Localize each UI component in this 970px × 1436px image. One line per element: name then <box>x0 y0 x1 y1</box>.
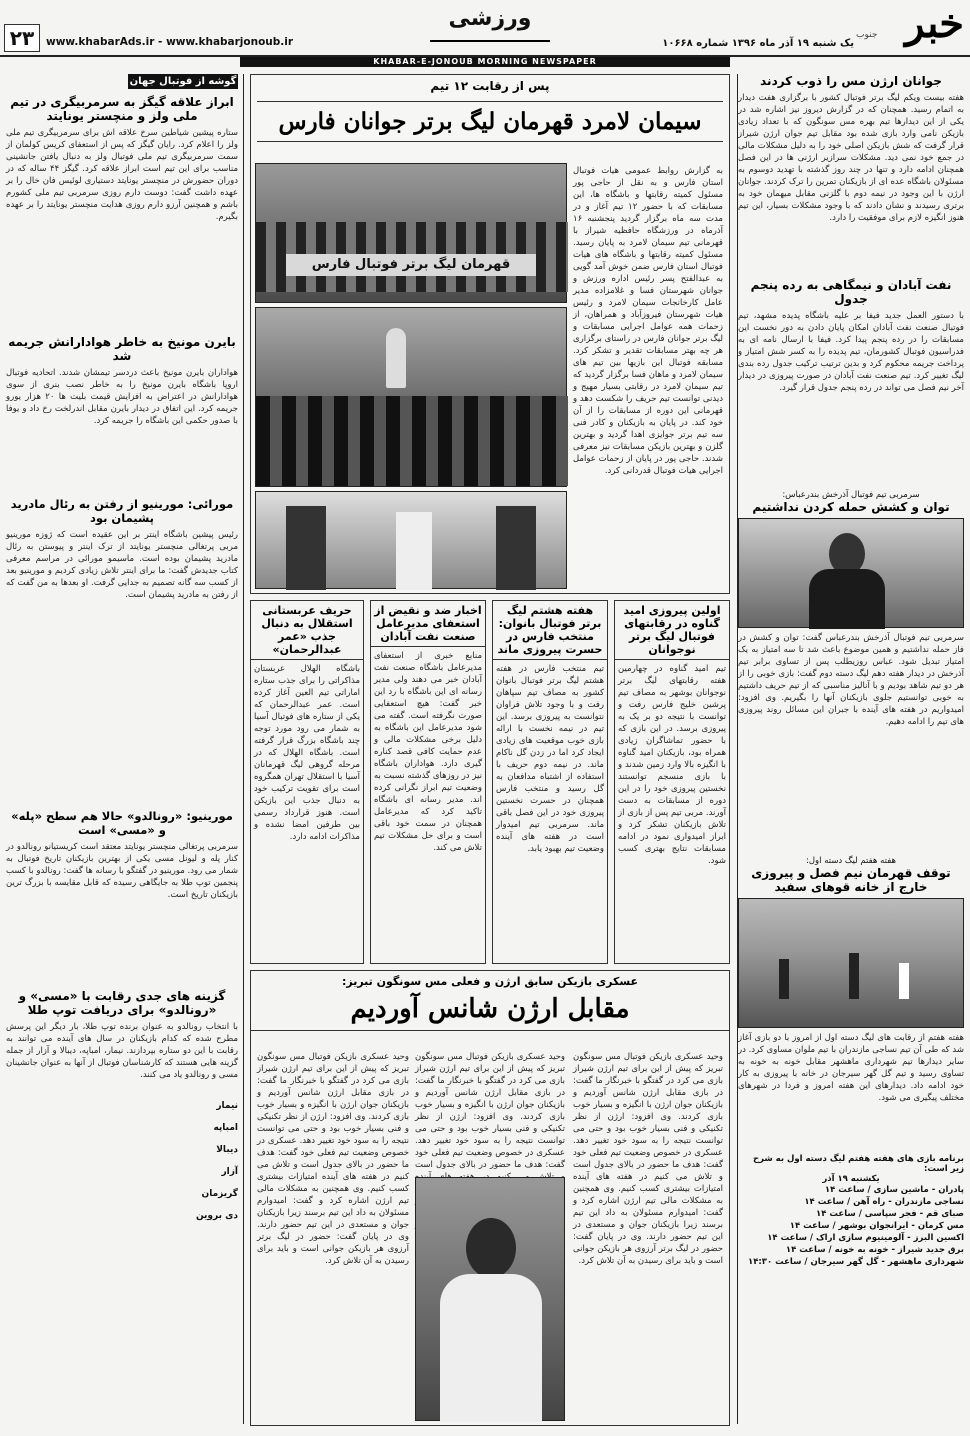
mid-article-2 <box>492 600 608 964</box>
article-body: سرمربی پرتغالی منچستر یونایتد معتقد است کریستیانو رونالدو در کنار پله و لیونل مسی یکی از بهترین بازیکنان تاریخ فوتبال به شمار می رود. مورینیو در گفتگو با رسانه ها گفت: رونالدو با کسب پنجمین توپ طلا به جایگاهی رسیده که قابل مقایسه با بزرگ ترین بازیکنان تاریخ است. <box>6 842 238 900</box>
article-body: وحید عسکری بازیکن فوتبال مس سونگون تبریز که پیش از این برای تیم ارژن شیراز بازی می کرد در گفتگو با خبرنگار ما گفت: در بازی مقابل ارژن شانس آوردیم و بازیکنان جوان ارژن با انگیزه و بسیار خوب بازی کردند. وی افزود: ارژن از نظر تکنیکی و فنی بسیار خوب بود و حتی می توانست نتیجه را به سود خود تغییر دهد. عسکری در خصوص وضعیت تیم فعلی خود گفت: هدف ما حضور در بالای جدول است و تلاش می کنیم در هفته های آینده امتیازات بیشتری کسب کنیم. وی همچنین به مشکلات مالی تیم ارژن اشاره کرد و گفت: امیدوارم مسئولان به داد این تیم برسند زیرا بازیکنان جوان و مستعدی در این تیم حضور دارند. وی در پایان گفت: حضور در لیگ برتر آرزوی هر بازیکن جوانی است و باید برای رسیدن به آن تلاش کرد. <box>257 1052 409 1266</box>
player-name: دی بروین <box>195 1211 238 1221</box>
logo-sub: جنوب <box>856 30 878 40</box>
coach-photo <box>738 518 964 628</box>
site-links: www.khabarAds.ir - www.khabarjonoub.ir <box>46 36 294 48</box>
headline: جوانان ارژن مس را ذوب کردند <box>760 74 942 88</box>
headline: ابراز علاقه گیگز به سرمربیگری در تیم ملی ولز و منچستر یونایتد <box>10 95 234 123</box>
article-body: وحید عسکری بازیکن فوتبال مس سونگون تبریز که پیش از این برای تیم ارژن شیراز بازی می کرد در گفتگو با خبرنگار ما گفت: در بازی مقابل ارژن شانس آوردیم و بازیکنان جوان ارژن با انگیزه و بسیار خوب بازی کردند. وی افزود: ارژن از نظر تکنیکی و فنی بسیار خوب بود و حتی می توانست نتیجه را به سود خود تغییر دهد. عسکری در خصوص وضعیت تیم فعلی خود گفت: هدف ما حضور در بالای جدول است و تلاش می کنیم در هفته های آینده امتیازات بیشتری کسب کنیم. وی همچنین به مشکلات مالی تیم ارژن اشاره کرد و گفت: امیدوارم مسئولان به داد این تیم برسند زیرا بازیکنان جوان و مستعدی در این تیم حضور دارند. وی در پایان گفت: حضور در لیگ برتر آرزوی هر بازیکن جوانی است و باید برای رسیدن به آن تلاش کرد. <box>573 1052 723 1266</box>
list-item: مس کرمان - ایرانجوان بوشهر / ساعت ۱۴ <box>789 1221 964 1231</box>
list-item: صبای قم - فجر سپاسی / ساعت ۱۴ <box>816 1209 964 1219</box>
headline: بایرن مونیخ به خاطر هوادارانش جریمه شد <box>8 335 236 363</box>
kicker: پس از رقابت ۱۲ تیم <box>430 79 550 93</box>
section-tag: گوشه از فوتبال جهان <box>129 76 237 87</box>
left-column <box>6 74 238 1424</box>
section-title: ورزشی <box>430 6 550 42</box>
date-line: یک شنبه ۱۹ آذر ماه ۱۳۹۶ شماره ۱۰۶۶۸ <box>662 38 854 49</box>
kicker: سرمربی تیم فوتبال آذرخش بندرعباس: <box>782 490 920 500</box>
headline: اولین پیروزی امید گناوه در رقابتهای فوتبال لیگ برتر نوجوانان <box>615 601 729 660</box>
fixtures-title: برنامه بازی های هفته هفتم لیگ دسته اول به شرح زیر است: <box>752 1154 964 1174</box>
headline: سیمان لامرد قهرمان لیگ برتر جوانان فارس <box>257 101 723 142</box>
player-name: گریزمان <box>201 1189 238 1199</box>
headline: مورائی: مورینیو از رفتن به رئال مادرید پشیمان بود <box>10 497 234 525</box>
player-name: نیمار <box>216 1101 238 1111</box>
page-number: ۲۳ <box>4 24 40 52</box>
headline: حریف عربستانی استقلال به دنبال جذب «عمر عبدالرحمان» <box>251 601 363 660</box>
banner-strip: KHABAR-E-JONOUB MORNING NEWSPAPER <box>240 56 730 67</box>
column-divider <box>243 74 244 1424</box>
kicker: عسکری بازیکن سابق ارژن و فعلی مس سونگون تبریز: <box>341 975 639 988</box>
player-photo <box>415 1177 565 1421</box>
logo-text: خبر <box>905 0 964 47</box>
article-body: باشگاه الهلال عربستان مذاکراتی را برای جذب ستاره اماراتی تیم العین آغاز کرده است. عمر عبدالرحمان که یکی از ستاره های فوتبال آسیا به شمار می رود مورد توجه چند باشگاه بزرگ قرار گرفته است. باشگاه الهلال که در مرحله گروهی لیگ قهرمانان آسیا با استقلال تهران همگروه است برای تقویت ترکیب خود به دنبال جذب این بازیکن است. هنوز قرارداد رسمی بین طرفین امضا نشده و مذاکرات ادامه دارد. <box>254 664 360 842</box>
masthead-rule <box>0 55 970 57</box>
player-names <box>6 1095 238 1227</box>
article-body: تیم منتخب فارس در هفته هشتم لیگ برتر فوتبال بانوان کشور به مصاف تیم سپاهان رفت و با وجود تلاش فراوان نتوانست به پیروزی برسد. این تیم در نیمه نخست با ارائه بازی خوب موقعیت های زیادی ایجاد کرد اما در زدن گل ناکام ماند. در نیمه دوم حریف با استفاده از اشتباه مدافعان به گل رسید و منتخب فارس همچنان در حسرت نخستین پیروزی خود در این فصل باقی ماند. سرمربی تیم امیدوار است در هفته های آینده وضعیت تیم بهبود یابد. <box>496 664 604 854</box>
fixtures-day: یکشنبه ۱۹ آذر <box>822 1174 880 1184</box>
headline: توان و کشش حمله کردن نداشتیم <box>752 500 950 514</box>
headline: اخبار ضد و نقیض از استعفای مدیرعامل صنعت نفت آبادان <box>371 601 485 647</box>
masthead <box>0 0 970 56</box>
photo-banner: قهرمان لیگ برتر فوتبال فارس <box>286 254 536 276</box>
list-item: برق جدید شیراز - خونه به خونه / ساعت ۱۴ <box>785 1245 964 1255</box>
article-body: تیم امید گناوه در چهارمین هفته رقابتهای لیگ برتر نوجوانان بوشهر به مصاف تیم پرشین خلیج فارس رفت و توانست با نتیجه دو بر یک به پیروزی برسد. در این بازی که با حضور تماشاگران زیادی همراه بود، بازیکنان امید گناوه با انگیزه بالا وارد زمین شدند و با بازی منسجم توانستند نخستین پیروزی خود را در این دوره از مسابقات به دست آورند. مربی تیم پس از بازی از تلاش بازیکنان تشکر کرد و ابراز امیدواری نمود در ادامه مسابقات نتایج بهتری کسب شود. <box>618 664 726 866</box>
list-item: اکسین البرز - آلومینیوم سازی اراک / ساعت ۱۴ <box>767 1233 964 1243</box>
article-body: به گزارش روابط عمومی هیات فوتبال استان فارس و به نقل از حاجی پور مسئول کمیته رقابتها و باشگاه ها، این مسابقات که با حضور ۱۲ تیم آغاز و در مدت سه ماه برگزار گردید پنجشنبه ۱۶ آذرماه در ورزشگاه حافظیه شیراز با قهرمانی تیم سیمان لامرد به پایان رسید. مسئول کمیته رقابتها و باشگاه های هیات فوتبال استان فارس ضمن خوش آمد گویی به عبدالفتح پسر رئیس اداره ورزش و جوانان شهرستان فسا و غلامزاده مدیر عامل کارخانجات سیمان لامرد و رئیس هیات شهرستان فیروزآباد و همراهان، از زحمات همه عوامل اجرایی مسابقات و لیگ برتر جوانان فارس در راستای برگزاری هر چه بهتر مسابقات تقدیر و تشکر کرد. مسابقه فوتبال این بازیها بین تیم های سیمان لامرد و ماهان فسا برگزار گردید که تیم سیمان لامرد در رقابتی بسیار مهیج و دیدنی توانست تیم حریف را شکست دهد و قهرمانی این دوره از مسابقات را از آن خود کند. در پایان به بازیکنان و کادر فنی سه تیم برتر جوایزی اهدا گردید و بهترین گلزن و بهترین بازیکن مسابقات نیز معرفی شدند. حاجی پور در پایان از زحمات عوامل اجرایی هیات فوتبال قدردانی کرد. <box>573 166 723 476</box>
mid-article-3 <box>370 600 486 964</box>
officials-photo <box>255 491 567 589</box>
article-body: رئیس پیشین باشگاه اینتر بر این عقیده است که ژوزه مورینیو مربی پرتغالی منچستر یونایتد از ترک اینتر و پیوستن به رئال مادرید پشیمان بوده است. ماسیمو مورائی در مراسم معرفی کتاب جدیدش گفت: ما برای اینتر تلاش زیادی کردیم و مورینیو بعد از کسب سه گانه تصمیم به جدایی گرفت. او بعدها به من گفت که از رفتن به مادرید پشیمان است. <box>6 530 238 600</box>
headline: نفت آبادان و نیمگاهی به رده پنجم جدول <box>750 278 952 306</box>
article-body: ستاره پیشین شیاطین سرخ علاقه اش برای سرمربیگری تیم ملی ولز را اعلام کرد. رایان گیگز که پس از استعفای کریس کولمان از سمت سرمربیگری تیم ملی فوتبال ولز به دنبال یافتن جانشینی مناسب برای این تیم است ابراز علاقه کرد. گیگز ۴۴ ساله که در دوران حضورش در منچستر یونایتد دستیاری لوئیس فان خال را بر عهده داشت گفت: دوست دارم روزی سرمربی تیم ملی کشورم باشم و همچنین آرزو دارم روزی هدایت منچستر یونایتد را بر عهده بگیرم. <box>6 128 238 222</box>
player-name: امباپه <box>213 1123 238 1133</box>
player-name: دیبالا <box>216 1145 238 1155</box>
article-body: هفته بیست ویکم لیگ برتر فوتبال کشور با برگزاری هفت دیدار به اتمام رسید. همچنان که در گزارش دیروز نیز اشاره شد در یکی از این دیدارها تیم بهره مس سونگون که با تعداد زیادی بازیکن نامی وارد بازی شده بود مقابل تیم جوان ارژن شیراز قرار گرفت که شش بازیکن اصلی خود را به دلیل مشکلات مالی در جمع خود نمی دید. مشکلات سرازیر ارژنی ها در این فصل همچنان ادامه دارد و تنها در چند روز گذشته با تهدید دوسوم به مسئولان باشگاه عده ای از بازیکنان تمرین را ترک کردند. جوانان ارژن با این وجود در نیمه دوم با گلزنی مقابل میهمان خود به برتری رسیدند و نشان دادند که با وجود مشکلات بسیار، این تیم هنوز انگیزه لازم برای موفقیت را دارد. <box>738 93 964 223</box>
article-body: سرمربی تیم فوتبال آذرخش بندرعباس گفت: توان و کشش در فاز حمله نداشتیم و همین موضوع باعث شد تا سه امتیاز به یک امتیاز تبدیل شود. عباس روزیطلب پس از تساوی برابر تیم آذرخش در دیدار هفته دهم لیگ دسته دوم گفت: بازی خوبی را از هر دو تیم شاهد بودیم و با آنالیز مناسبی که از تیم حریف داشتیم به خوبی توانستیم جلوی بازیکنان آنها را بگیریم. وی افزود: امیدواریم در هفته های آینده با جبران این مسائل روند پیروزی های تیم را ادامه دهیم. <box>738 633 964 727</box>
mid-article-1 <box>614 600 730 964</box>
article-body: منابع خبری از استعفای مدیرعامل باشگاه صنعت نفت آبادان خبر می دهند ولی مدیر رسانه ای این باشگاه با رد این خبر گفت: هیچ استعفایی صورت نگرفته است. گفته می شود مدیرعامل این باشگاه به دلیل برخی مشکلات مالی و عدم حمایت کافی قصد کناره گیری دارد. هواداران باشگاه نیز در روزهای گذشته نسبت به وضعیت تیم ابراز نگرانی کرده اند. مدیر رسانه ای باشگاه تاکید کرد که مدیرعامل همچنان در سمت خود باقی است و برای حل مشکلات تیم تلاش می کند. <box>374 651 482 853</box>
article-body: هفته هفتم از رقابت های لیگ دسته اول از امروز با دو بازی آغاز شد که طی آن تیم نساجی مازندران با تیم ملوان مساوی کرد. در سایر دیدارها تیم شهرداری ماهشهر مقابل خونه به خونه به تساوی رسید و تیم گل گهر سیرجان در خانه با پیروزی به کار خود ادامه داد. دیدارهای این هفته امروز و فردا در شهرهای مختلف پیگیری می شود. <box>738 1033 964 1103</box>
list-item: شهرداری ماهشهر - گل گهر سیرجان / ساعت ۱۴:۳۰ <box>748 1257 964 1267</box>
right-column <box>738 74 964 1424</box>
headline: هفته هشتم لیگ برتر فوتبال بانوان: منتخب فارس در حسرت پیروزی ماند <box>493 601 607 660</box>
mid-article-4 <box>250 600 364 964</box>
center-story <box>250 74 730 594</box>
headline: مورینیو: «رونالدو» حالا هم سطح «پله» و «مسی» است <box>11 809 233 837</box>
headline: مقابل ارژن شانس آوردیم <box>251 994 729 1031</box>
article-body: هواداران بایرن مونیخ باعث دردسر تیمشان شدند. اتحادیه فوتبال اروپا باشگاه بایرن مونیخ را به خاطر نصب بنری از سوی هوادارانش در اعتراض به افزایش قیمت بلیت ها ۲۰ هزار یورو جریمه کرد. این اتفاق در دیدار بایرن مقابل اندرلخت رخ داد و یوفا با صدور حکمی این باشگاه را جریمه کرد. <box>6 368 238 426</box>
headline: توقف قهرمان نیم فصل و پیروزی خارج از خانه قوهای سفید <box>751 866 951 894</box>
match-photo <box>738 898 964 1028</box>
bottom-story <box>250 970 730 1426</box>
column-divider <box>737 74 738 1424</box>
article-body: با دستور العمل جدید فیفا بر علیه باشگاه پدیده مشهد، تیم فوتبال صنعت نفت آبادان امکان پایان دادن به دور نخست این مسابقات را در رده پنجم پیدا کرد. فیفا با ارسال نامه ای به فدراسیون فوتبال کشورمان، تیم پدیده را به کسر شش امتیاز و پرداخت جریمه محکوم کرد و بدین ترتیب ترکیب جدول رده بندی لیگ تغییر کرد. تیم صنعت نفت آبادان در صورت پیروزی در دیدار آخر نیم فصل می تواند در رده پنجم جدول قرار گیرد. <box>738 311 964 393</box>
celebration-photo <box>255 307 567 487</box>
masthead-logo <box>856 0 964 50</box>
headline: گزینه های جدی رقابت با «مسی» و «رونالدو» برای دریافت توپ طلا <box>18 989 226 1017</box>
list-item: نساجی مازندران - راه آهن / ساعت ۱۴ <box>804 1197 964 1207</box>
kicker: هفته هفتم لیگ دسته اول: <box>805 856 896 866</box>
list-item: پادران - ماشین سازی / ساعت ۱۴ <box>824 1185 964 1195</box>
team-photo <box>255 163 567 303</box>
fixtures-list <box>738 1184 964 1268</box>
player-name: آزار <box>221 1167 238 1177</box>
article-body: وحید عسکری بازیکن فوتبال مس سونگون تبریز که پیش از این برای تیم ارژن شیراز بازی می کرد در گفتگو با خبرنگار ما گفت: در بازی مقابل ارژن شانس آوردیم و بازیکنان جوان ارژن با انگیزه و بسیار خوب بازی کردند. وی افزود: ارژن از نظر تکنیکی و فنی بسیار خوب بود و حتی می توانست نتیجه را به سود خود تغییر دهد. عسکری در خصوص وضعیت تیم فعلی خود گفت: هدف ما حضور در بالای جدول است <box>415 1052 565 1170</box>
article-body: با انتخاب رونالدو به عنوان برنده توپ طلا، بار دیگر این پرسش مطرح شده که کدام بازیکنان در سال های آینده می توانند به رقابت با این دو ستاره بپردازند. نیمار، امباپه، دیبالا و آزار از جمله گزینه هایی هستند که کارشناسان فوتبال از آنها به عنوان جانشینان مسی و رونالدو یاد می کنند. <box>6 1022 238 1080</box>
